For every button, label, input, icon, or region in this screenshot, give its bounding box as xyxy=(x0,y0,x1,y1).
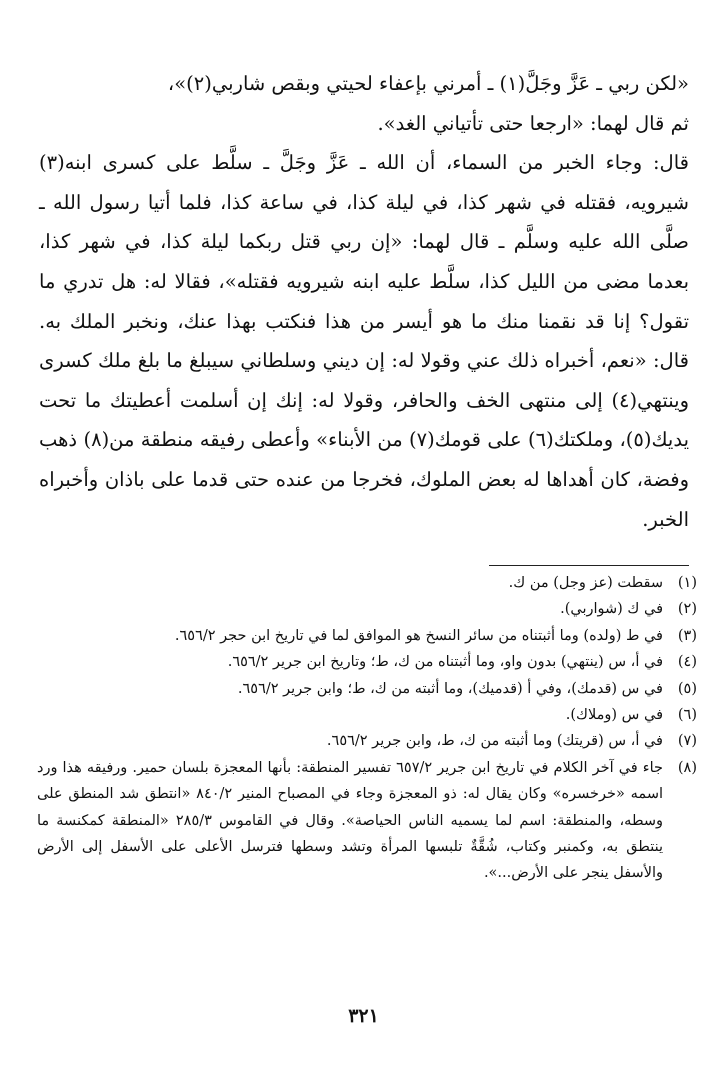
footnotes xyxy=(37,570,697,887)
text-line-2: ثم قال لهما: «ارجعا حتى تأتياني الغد». xyxy=(377,111,689,135)
footnote-text: سقطت (عز وجل) من ك. xyxy=(508,575,663,591)
footnote-number: (٤) xyxy=(677,654,697,671)
text-line-1: «لكن ربي ـ عَزَّ وجَلَّ(١) ـ أمرني بإعفاء لحيتي وبقص شاربي(٢)»، xyxy=(167,72,689,95)
footnote-text: في أ، س (ينتهي) بدون واو، وما أثبتناه من ك، ط؛ وتاريخ ابن جرير ٦٥٦/٢. xyxy=(227,654,663,671)
footnote-text: في ط (ولده) وما أثبتناه من سائر النسخ هو الموافق لما في تاريخ ابن حجر ٦٥٦/٢. xyxy=(174,627,663,644)
footnote-number: (٥) xyxy=(677,680,697,697)
footnote-number: (٣) xyxy=(677,627,697,644)
footnote xyxy=(37,570,697,596)
main-text xyxy=(39,64,689,539)
footnote xyxy=(37,755,697,887)
footnote-number: (١) xyxy=(677,575,697,591)
footnote-text: في أ، س (قريتك) وما أثبته من ك، ط، وابن جرير ٦٥٦/٢. xyxy=(326,733,663,750)
footnote xyxy=(37,676,697,702)
footnote-number: (٧) xyxy=(677,733,697,750)
footnote-number: (٨) xyxy=(677,759,697,776)
footnote-text: في س (وملاك). xyxy=(565,707,663,724)
footnote xyxy=(37,649,697,675)
footnote xyxy=(37,728,697,754)
footnote-number: (٢) xyxy=(677,601,697,618)
footnote-number: (٦) xyxy=(677,707,697,724)
footnote-text: في س (قدمك)، وفي أ (قدميك)، وما أثبته من ك، ط؛ وابن جرير ٦٥٦/٢. xyxy=(237,680,663,697)
footnote-text: في ك (شواربي). xyxy=(560,601,663,618)
footnote-text: جاء في آخر الكلام في تاريخ ابن جرير ٦٥٧/٢ تفسير المنطقة: بأنها المعجزة بلسان حمير. ورفيقه هذا ورد اسمه «خرخسره» وكان يقال له: ذو المعجزة وجاء في المصباح المنير ٨٤٠/٢ «انتطق شد المنطق على وسطه، والمنطقة: اسم لما يسميه الناس الحياصة». وقال في القاموس ٢٨٥/٣ «المنطقة كمكنسة ما ينتطق به، وكمنبر وكتاب، شُقَّةٌ تلبسها المرأة وتشد وسطها فترسل الأعلى على الأسفل إلى الأرض والأسفل ينجر على الأرض...». xyxy=(37,759,663,882)
text-paragraph: قال: وجاء الخبر من السماء، أن الله ـ عَزَّ وجَلَّ ـ سلَّط على كسرى ابنه(٣) شيرويه، فقتله في شهر كذا، في ليلة كذا، في ساعة كذا، فلما أتيا رسول الله ـ صلَّى الله عليه وسلَّم ـ قال لهما: «إن ربي قتل ربكما ليلة كذا، في شهر كذا، بعدما مضى من الليل كذا، سلَّط عليه ابنه شيرويه فقتله»، فقالا له: هل تدري ما تقول؟ إنا قد نقمنا منك ما هو أيسر من هذا فنكتب بهذا عنك، ونخبر الملك به. قال: «نعم، أخبراه ذلك عني وقولا له: إن ديني وسلطاني سيبلغ ما بلغ ملك كسرى وينتهي(٤) إلى منتهى الخف والحافر، وقولا له: إنك إن أسلمت أعطيتك ما تحت يديك(٥)، وملكتك(٦) على قومك(٧) من الأبناء» وأعطى رفيقه منطقة من(٨) ذهب وفضة، كان أهداها له بعض الملوك، فخرجا من عنده حتى قدما على باذان وأخبراه الخبر. xyxy=(39,151,690,531)
footnote xyxy=(37,702,697,728)
footnote xyxy=(37,596,697,622)
page-number: ٣٢١ xyxy=(348,1005,379,1027)
footnote xyxy=(37,623,697,649)
footnote-separator xyxy=(489,565,689,566)
